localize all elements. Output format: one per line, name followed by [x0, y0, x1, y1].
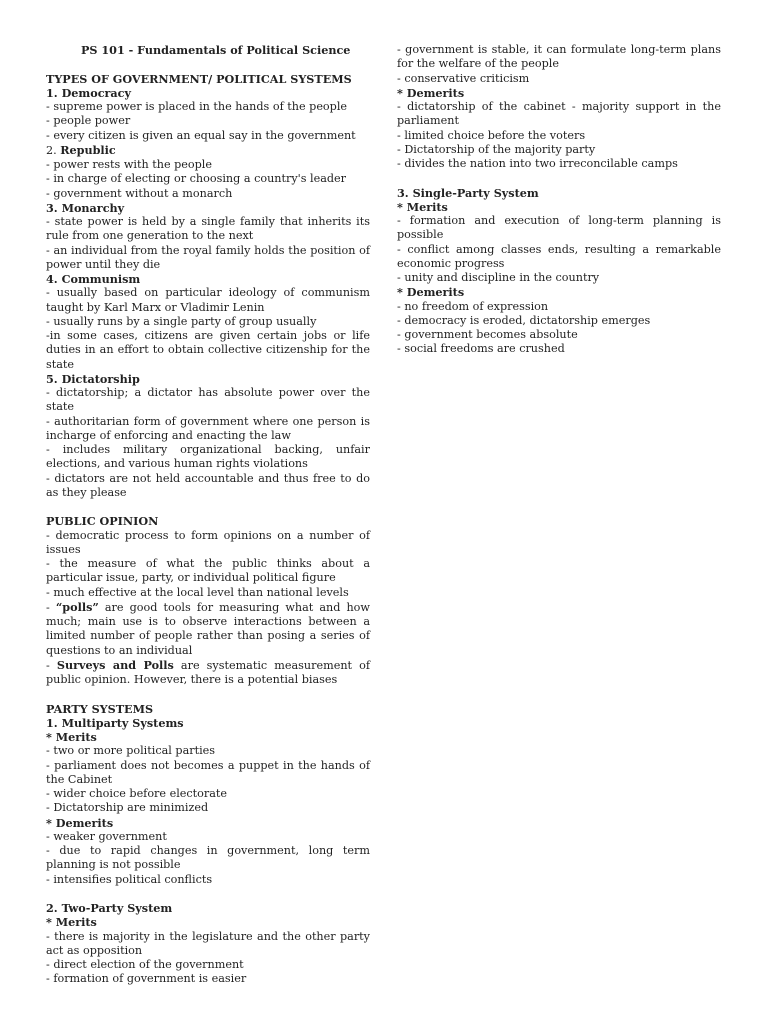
polls-term: “polls” — [55, 599, 99, 614]
republic-item: - government without a monarch — [46, 186, 233, 200]
multiparty-heading: 1. Multiparty Systems — [46, 715, 184, 730]
multiparty-merit: - Dictatorship are minimized — [46, 801, 209, 815]
party-systems-heading: PARTY SYSTEMS — [46, 701, 154, 716]
polls-text: are good tools for measuring what and how much; main use is to observe interactions between a limited number of people rather than posing a series of questions to an individual — [46, 600, 370, 657]
republic-label: Republic — [60, 142, 116, 157]
public-opinion-item: - democratic process to form opinions on a number of issues — [46, 528, 370, 556]
types-heading: TYPES OF GOVERNMENT/ POLITICAL SYSTEMS — [46, 71, 352, 86]
two-party-demerit: - dictatorship of the cabinet - majority support in the parliament — [397, 100, 721, 128]
left-column — [46, 43, 370, 987]
surveys-item — [46, 658, 370, 688]
dictatorship-item: - dictatorship; a dictator has absolute power over the state — [46, 386, 370, 414]
right-column — [397, 43, 721, 357]
multiparty-demerit: - intensifies political conflicts — [46, 872, 213, 886]
single-party-demerit: - no freedom of expression — [397, 299, 549, 313]
single-party-demerits-label: * Demerits — [397, 285, 465, 300]
public-opinion-heading: PUBLIC OPINION — [46, 514, 159, 529]
two-party-heading: 2. Two-Party System — [46, 901, 173, 915]
single-party-demerit: - democracy is eroded, dictatorship emerges — [397, 313, 651, 327]
dictatorship-item: - includes military organizational backing, unfair elections, and various human rights violations — [46, 443, 370, 471]
surveys-prefix: - — [46, 658, 57, 672]
two-party-demerit: - Dictatorship of the majority party — [397, 142, 596, 156]
democracy-item: - supreme power is placed in the hands of the people — [46, 100, 348, 113]
republic-heading — [46, 143, 370, 158]
single-party-heading: 3. Single-Party System — [397, 185, 539, 200]
polls-prefix: - — [46, 600, 56, 614]
dictatorship-heading: 5. Dictatorship — [46, 371, 140, 386]
communism-item: -in some cases, citizens are given certain jobs or life duties in an effort to obtain collective citizenship for the state — [46, 329, 370, 371]
republic-item: - power rests with the people — [46, 158, 213, 171]
public-opinion-item: - the measure of what the public thinks about a particular issue, party, or individual political figure — [46, 557, 370, 585]
monarchy-heading: 3. Monarchy — [46, 200, 125, 215]
monarchy-item: - an individual from the royal family holds the position of power until they die — [46, 243, 370, 271]
two-party-merits-label: * Merits — [46, 915, 97, 930]
two-party-merit: - government is stable, it can formulate long-term plans for the welfare of the people — [397, 43, 721, 71]
two-party-demerit: - divides the nation into two irreconcilable camps — [397, 157, 678, 170]
multiparty-merits-label: * Merits — [46, 730, 97, 744]
single-party-demerit: - government becomes absolute — [397, 328, 578, 341]
multiparty-merit: - parliament does not becomes a puppet in the hands of the Cabinet — [46, 758, 370, 786]
surveys-term: Surveys and Polls — [56, 657, 174, 672]
multiparty-demerits-label: * Demerits — [46, 815, 114, 830]
dictatorship-item: - authoritarian form of government where one person is incharge of enforcing and enacting the law — [46, 414, 370, 442]
two-party-merit: - direct election of the government — [46, 958, 244, 971]
multiparty-merit: - two or more political parties — [46, 744, 216, 758]
republic-number: 2. — [46, 143, 61, 157]
multiparty-demerit: - due to rapid changes in government, long term planning is not possible — [46, 844, 370, 872]
document-title: PS 101 - Fundamentals of Political Science — [81, 43, 351, 57]
single-party-demerit: - social freedoms are crushed — [397, 342, 565, 356]
surveys-text: are systematic measurement of public opinion. However, there is a potential biases — [46, 658, 370, 686]
democracy-item: - every citizen is given an equal say in the government — [46, 128, 356, 142]
single-party-merit: - conflict among classes ends, resulting a remarkable economic progress — [397, 242, 721, 270]
public-opinion-item: - much effective at the local level than national levels — [46, 585, 349, 599]
two-party-demerit: - limited choice before the voters — [397, 128, 586, 142]
two-party-merit: - formation of government is easier — [46, 972, 247, 986]
single-party-merit: - unity and discipline in the country — [397, 271, 600, 284]
communism-item: - usually based on particular ideology of communism taught by Karl Marx or Vladimir Lenin — [46, 286, 370, 314]
multiparty-demerit: - weaker government — [46, 829, 167, 843]
communism-heading: 4. Communism — [46, 272, 141, 286]
single-party-merits-label: * Merits — [397, 199, 448, 214]
two-party-merit: - conservative criticism — [397, 71, 530, 85]
democracy-item: - people power — [46, 114, 131, 128]
two-party-demerits-label: * Demerits — [397, 85, 465, 100]
multiparty-merit: - wider choice before electorate — [46, 787, 228, 800]
monarchy-item: - state power is held by a single family that inherits its rule from one generation to the next — [46, 215, 370, 243]
single-party-merit: - formation and execution of long-term planning is possible — [397, 214, 721, 242]
communism-item: - usually runs by a single party of group usually — [46, 314, 317, 328]
dictatorship-item: - dictators are not held accountable and thus free to do as they please — [46, 471, 370, 499]
polls-item — [46, 600, 370, 658]
democracy-heading: 1. Democracy — [46, 85, 131, 100]
two-party-merit: - there is majority in the legislature and the other party act as opposition — [46, 929, 370, 957]
republic-item: - in charge of electing or choosing a country's leader — [46, 172, 347, 186]
